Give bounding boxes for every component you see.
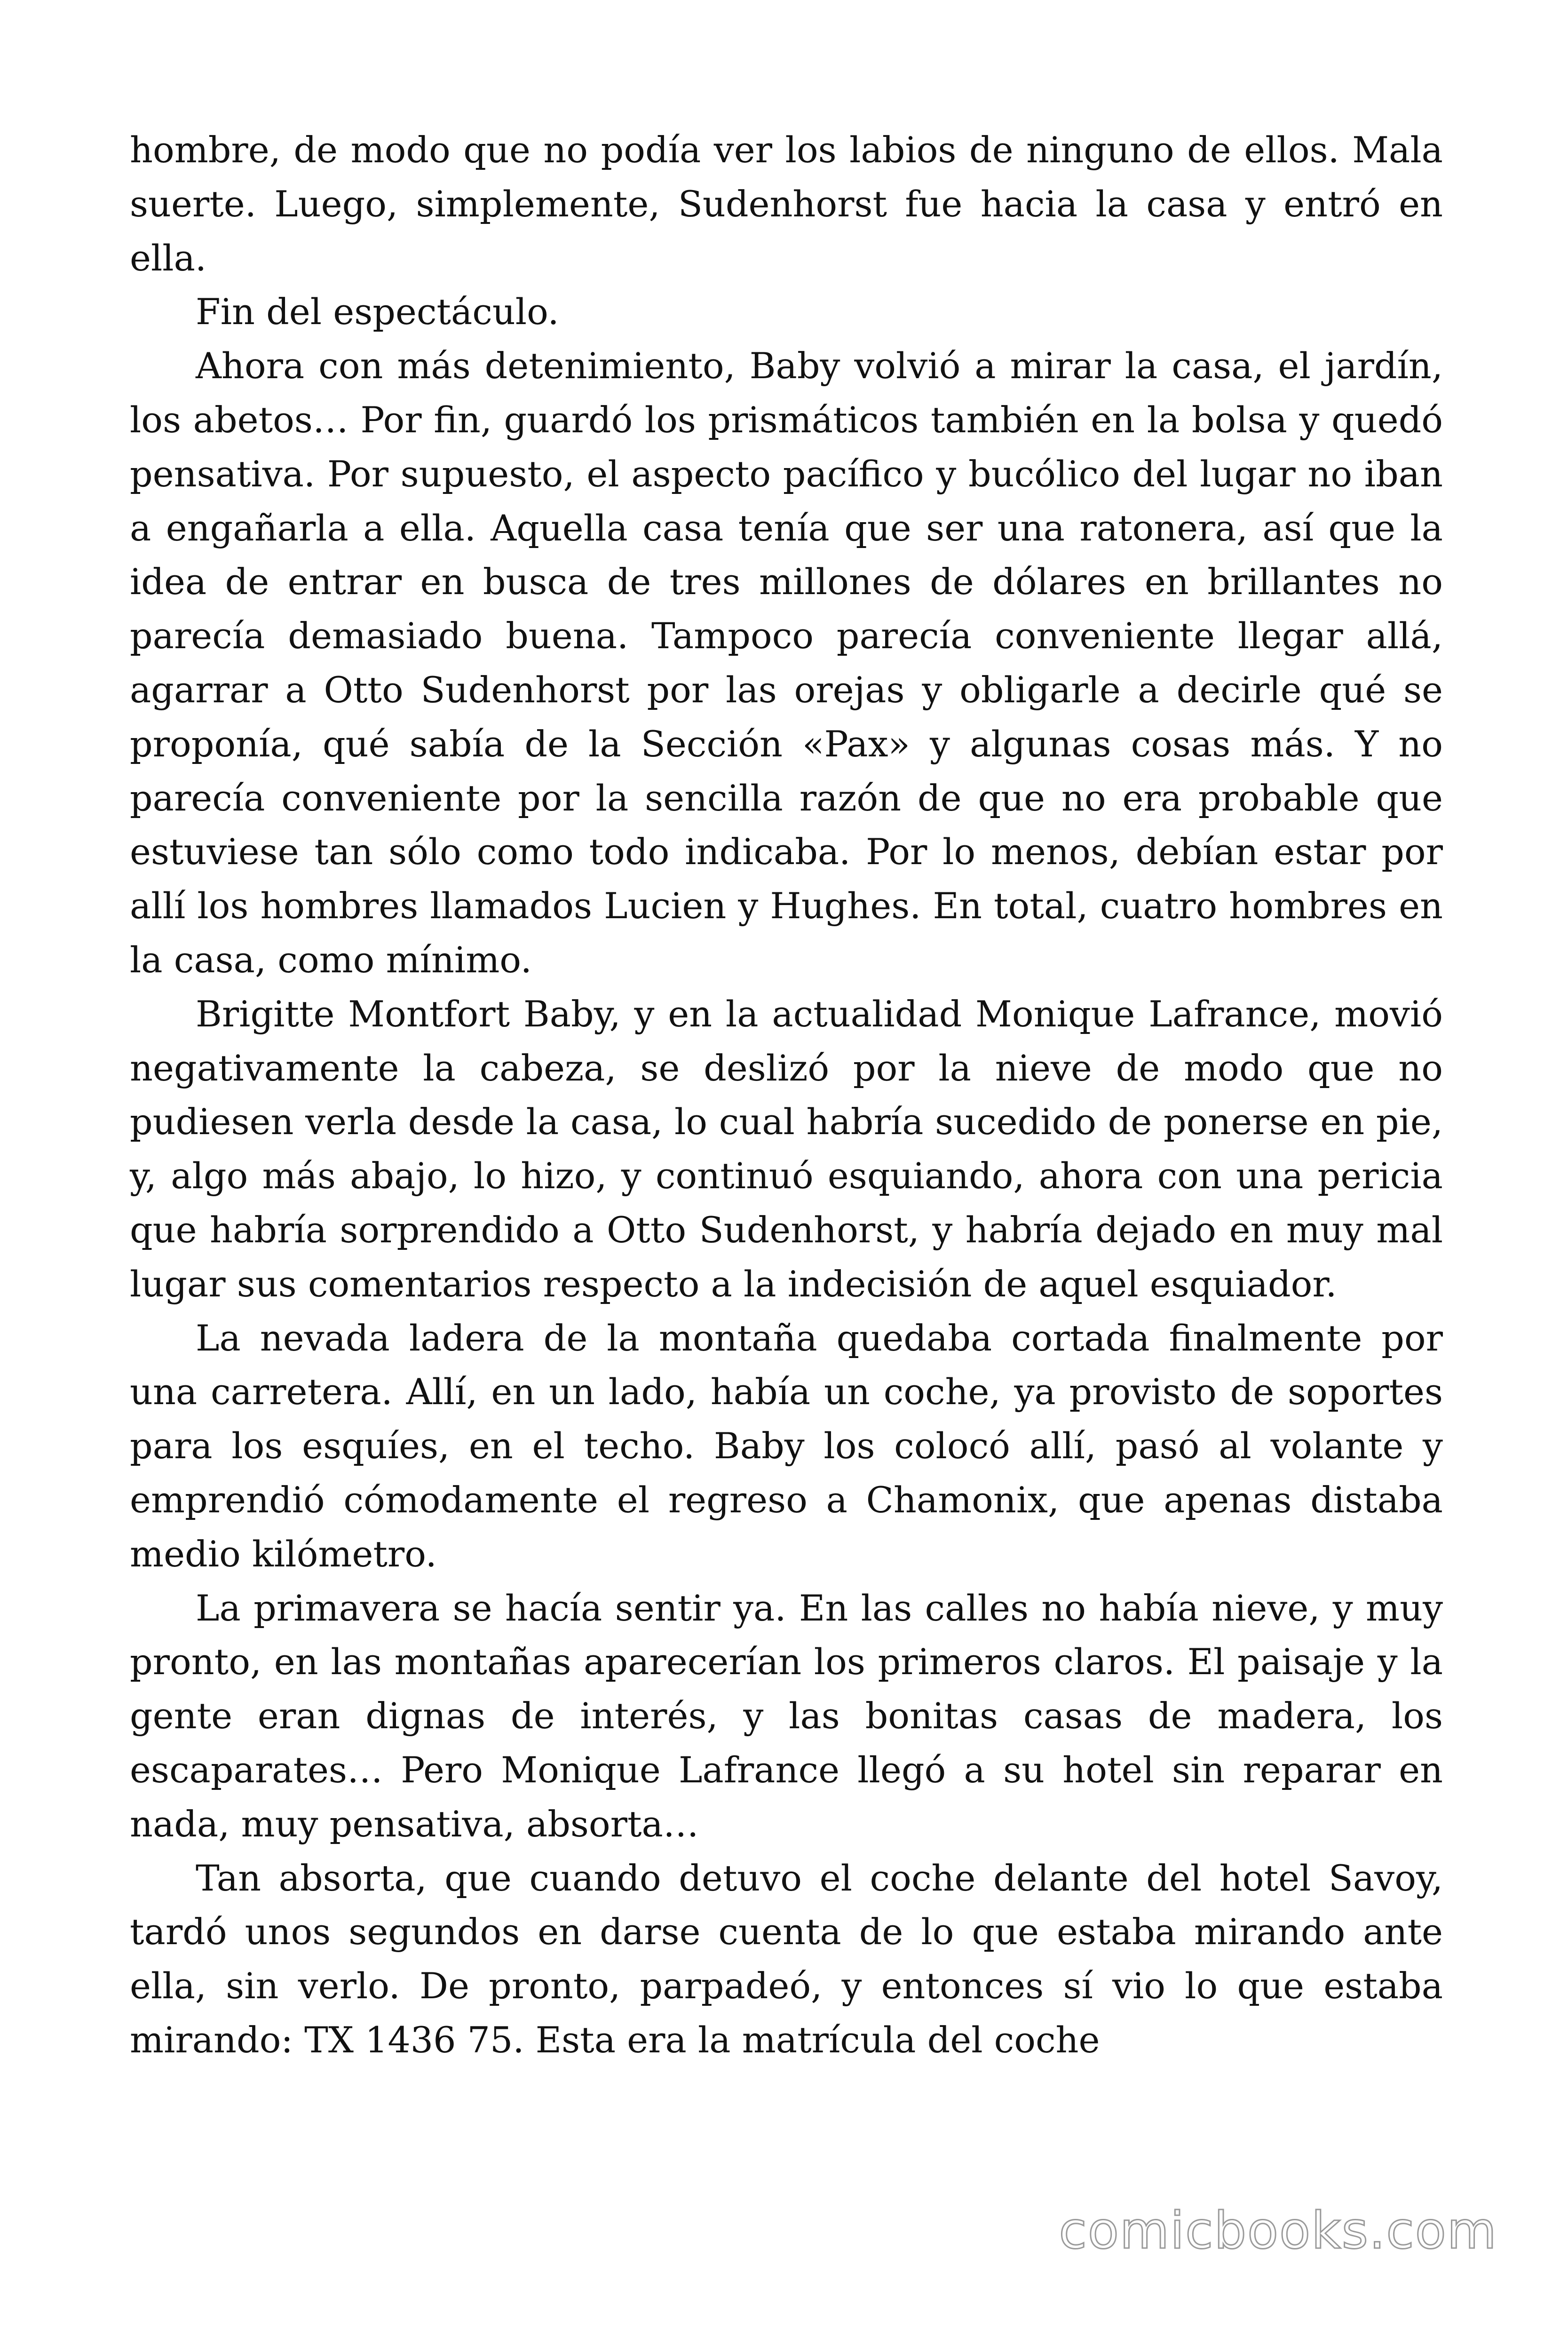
paragraph-2: Fin del espectáculo. xyxy=(196,291,559,333)
paragraph-5: La nevada ladera de la montaña quedaba cortada finalmente por una carretera. Allí, en un lado, había un coche, ya provisto de soportes para los esquíes, en el techo. Baby los colocó allí, pasó al volante y emprendió cómodamente el regreso a Chamonix, que apenas distaba medio kilómetro. xyxy=(130,1317,1443,1575)
paragraph-7: Tan absorta, que cuando detuvo el coche delante del hotel Savoy, tardó unos segundos en darse cuenta de lo que estaba mirando ante ella, sin verlo. De pronto, parpadeó, y entonces sí vio lo que estaba mirando: TX 1436 75. Esta era la matrícula del coche xyxy=(130,1857,1443,2061)
paragraph-6: La primavera se hacía sentir ya. En las calles no había nieve, y muy pronto, en las montañas aparecerían los primeros claros. El paisaje y la gente eran dignas de interés, y las bonitas casas de madera, los escaparates… Pero Monique Lafrance llegó a su hotel sin reparar en nada, muy pensativa, absorta… xyxy=(130,1587,1443,1845)
body-text xyxy=(130,123,1443,2067)
watermark: comicbooks.com xyxy=(1059,2201,1497,2260)
paragraph-1: hombre, de modo que no podía ver los labios de ninguno de ellos. Mala suerte. Luego, simplemente, Sudenhorst fue hacia la casa y entró en ella. xyxy=(130,129,1443,279)
paragraph-4: Brigitte Montfort Baby, y en la actualidad Monique Lafrance, movió negativamente la cabeza, se deslizó por la nieve de modo que no pudiesen verla desde la casa, lo cual habría sucedido de ponerse en pie, y, algo más abajo, lo hizo, y continuó esquiando, ahora con una pericia que habría sorprendido a Otto Sudenhorst, y habría dejado en muy mal lugar sus comentarios respecto a la indecisión de aquel esquiador. xyxy=(130,993,1443,1305)
paragraph-3: Ahora con más detenimiento, Baby volvió a mirar la casa, el jardín, los abetos… Por fin, guardó los prismáticos también en la bolsa y quedó pensativa. Por supuesto, el aspecto pacífico y bucólico del lugar no iban a engañarla a ella. Aquella casa tenía que ser una ratonera, así que la idea de entrar en busca de tres millones de dólares en brillantes no parecía demasiado buena. Tampoco parecía conveniente llegar allá, agarrar a Otto Sudenhorst por las orejas y obligarle a decirle qué se proponía, qué sabía de la Sección «Pax» y algunas cosas más. Y no parecía conveniente por la sencilla razón de que no era probable que estuviese tan sólo como todo indicaba. Por lo menos, debían estar por allí los hombres llamados Lucien y Hughes. En total, cuatro hombres en la casa, como mínimo. xyxy=(130,345,1443,981)
